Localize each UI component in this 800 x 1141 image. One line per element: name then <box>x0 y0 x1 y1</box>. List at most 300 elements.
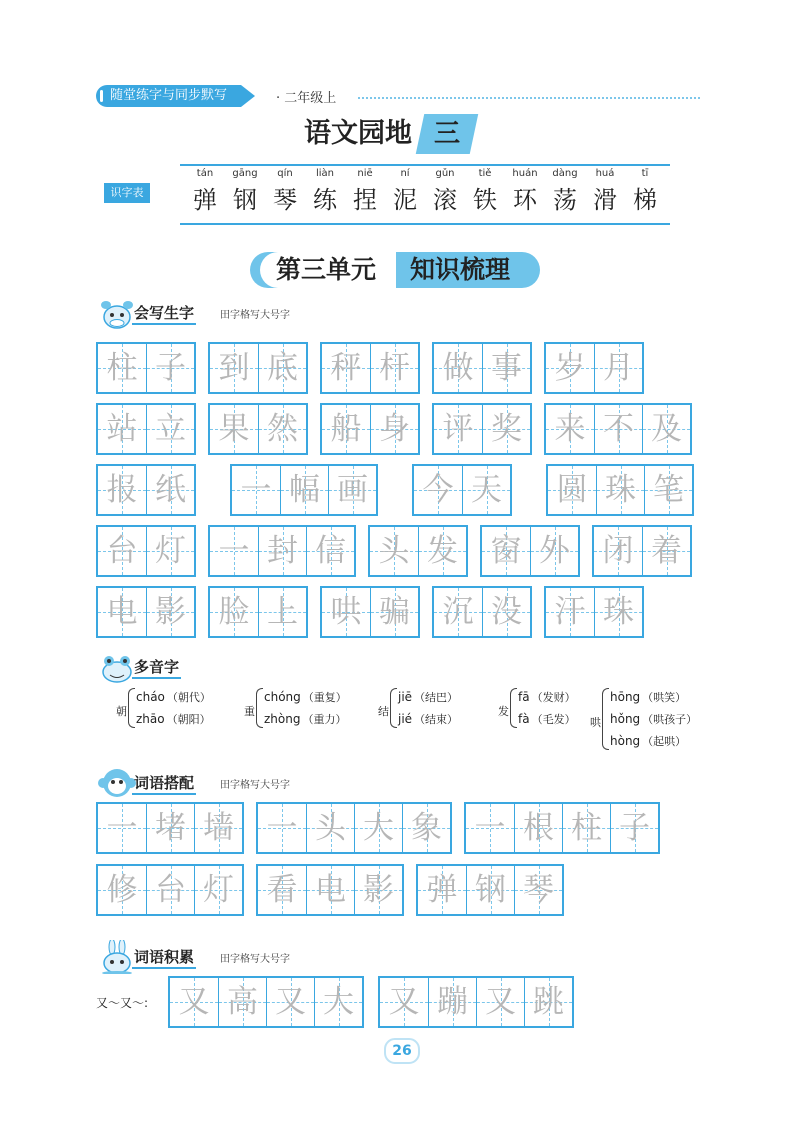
shizi-item <box>348 166 382 218</box>
reading-pinyin: chóng <box>264 690 301 704</box>
section-write-hint: 田字格写大号字 <box>220 310 290 321</box>
monkey-icon <box>98 766 136 800</box>
trace-character: 天 <box>471 472 502 508</box>
tianzi-cell <box>642 527 690 575</box>
tianzi-cell <box>514 866 562 914</box>
trace-character: 高 <box>227 984 258 1020</box>
trace-character: 大 <box>363 810 394 846</box>
tianzi-cell <box>594 405 642 453</box>
grade-label: · 二年级上 <box>276 91 337 106</box>
shizi-character: 弹 <box>193 186 217 214</box>
reading-pinyin: jiē <box>398 690 413 704</box>
trace-character: 月 <box>603 350 634 386</box>
reading-word: （结巴） <box>414 691 459 704</box>
trace-character: 墙 <box>203 810 234 846</box>
trace-character: 奖 <box>491 411 522 447</box>
tianzi-cell <box>466 804 514 852</box>
section-match-label: 词语搭配 <box>134 774 195 792</box>
shizi-pinyin: tiě <box>478 168 492 179</box>
reading-pinyin: hòng <box>610 734 641 748</box>
trace-character: 评 <box>442 411 474 447</box>
tianzi-cell <box>146 466 194 514</box>
tianzi-cell <box>210 344 258 392</box>
trace-character: 杆 <box>379 350 410 386</box>
trace-character: 珠 <box>605 472 636 508</box>
word-group <box>544 403 692 455</box>
trace-character: 沉 <box>442 594 474 630</box>
tianzi-cell <box>418 527 466 575</box>
page-number: 26 <box>384 1038 420 1064</box>
word-group <box>96 525 196 577</box>
tianzi-cell <box>434 405 482 453</box>
tianzi-cell <box>280 466 328 514</box>
tianzi-cell <box>562 804 610 852</box>
word-group <box>432 342 532 394</box>
shizi-pinyin: huá <box>595 168 615 179</box>
reading-word: （朝阳） <box>166 713 211 726</box>
word-group <box>412 464 512 516</box>
trace-character: 跳 <box>533 984 564 1020</box>
tianzi-cell <box>370 588 418 636</box>
tianzi-cell <box>596 466 644 514</box>
shizi-item <box>628 166 662 218</box>
tianzi-cell <box>258 344 306 392</box>
tianzi-cell <box>322 405 370 453</box>
trace-character: 封 <box>267 533 298 569</box>
word-group <box>96 802 244 854</box>
polyphonic-reading <box>518 708 576 730</box>
polyphonic-reading <box>610 730 697 752</box>
reading-pinyin: hǒng <box>610 712 641 726</box>
polyphonic-character: 结 <box>378 705 389 718</box>
shizi-table <box>180 164 670 225</box>
trace-character: 影 <box>155 594 186 630</box>
tianzi-cell <box>370 527 418 575</box>
tianzi-cell <box>414 466 462 514</box>
trace-character: 台 <box>155 872 186 908</box>
tianzi-cell <box>434 588 482 636</box>
trace-character: 纸 <box>155 472 186 508</box>
tianzi-cell <box>466 866 514 914</box>
polyphonic-list <box>116 686 716 756</box>
reading-word: （毛发） <box>531 713 576 726</box>
write-row <box>96 342 644 394</box>
trace-character: 头 <box>315 810 346 846</box>
tianzi-cell <box>146 866 194 914</box>
trace-character: 灯 <box>203 872 234 908</box>
trace-character: 柱 <box>571 810 602 846</box>
tianzi-cell <box>642 405 690 453</box>
trace-character: 骗 <box>379 594 410 630</box>
shizi-character: 滚 <box>433 186 457 214</box>
unit-title-unit: 第三单元 <box>260 252 396 288</box>
trace-character: 修 <box>106 872 138 908</box>
section-polyphonic-label: 多音字 <box>134 658 180 676</box>
trace-character: 站 <box>106 411 138 447</box>
tianzi-cell <box>306 527 354 575</box>
polyphonic-reading <box>264 708 347 730</box>
shizi-character: 梯 <box>633 186 657 214</box>
trace-character: 做 <box>442 350 474 386</box>
shizi-character: 环 <box>513 186 537 214</box>
trace-character: 汗 <box>554 594 586 630</box>
trace-character: 电 <box>106 594 138 630</box>
shizi-pinyin: niē <box>357 168 373 179</box>
polyphonic-character: 发 <box>498 705 509 718</box>
tianzi-cell <box>418 866 466 914</box>
trace-character: 今 <box>422 472 454 508</box>
shizi-pinyin: qín <box>277 168 293 179</box>
trace-character: 窗 <box>490 533 522 569</box>
trace-character: 外 <box>539 533 570 569</box>
reading-word: （重复） <box>302 691 347 704</box>
tianzi-cell <box>524 978 572 1026</box>
section-accum-hint: 田字格写大号字 <box>220 954 290 965</box>
reading-pinyin: cháo <box>136 690 165 704</box>
section-write-label: 会写生字 <box>134 304 195 322</box>
trace-character: 着 <box>651 533 682 569</box>
tianzi-cell <box>482 527 530 575</box>
trace-character: 一 <box>106 810 138 846</box>
reading-pinyin: jié <box>398 712 413 726</box>
reading-word: （哄孩子） <box>642 713 698 726</box>
trace-character: 岁 <box>554 350 586 386</box>
tianzi-cell <box>98 588 146 636</box>
trace-character: 到 <box>218 350 250 386</box>
accum-row <box>168 976 574 1028</box>
tianzi-cell <box>306 866 354 914</box>
shizi-character: 琴 <box>273 186 297 214</box>
trace-character: 报 <box>106 472 138 508</box>
trace-character: 子 <box>155 350 186 386</box>
shizi-item <box>508 166 542 218</box>
tianzi-cell <box>98 527 146 575</box>
brace <box>128 688 135 728</box>
shizi-item <box>428 166 462 218</box>
tianzi-cell <box>370 405 418 453</box>
tianzi-cell <box>482 588 530 636</box>
brace <box>510 688 517 728</box>
tianzi-cell <box>146 588 194 636</box>
word-group <box>368 525 468 577</box>
shizi-pinyin: gāng <box>232 168 258 179</box>
word-group <box>96 864 244 916</box>
trace-character: 哄 <box>330 594 362 630</box>
word-group <box>96 464 196 516</box>
brace <box>390 688 397 728</box>
polyphonic-reading <box>610 686 697 708</box>
trace-character: 象 <box>411 810 442 846</box>
shizi-item <box>468 166 502 218</box>
reading-pinyin: fā <box>518 690 530 704</box>
tianzi-cell <box>434 344 482 392</box>
tianzi-cell <box>98 405 146 453</box>
polyphonic-reading <box>610 708 697 730</box>
tianzi-cell <box>218 978 266 1026</box>
trace-character: 影 <box>363 872 394 908</box>
reading-word: （结束） <box>414 713 459 726</box>
garden-title-main: 语文园地 <box>304 118 412 149</box>
trace-character: 身 <box>379 411 410 447</box>
polyphonic-reading <box>136 708 211 730</box>
trace-character: 一 <box>240 472 272 508</box>
shizi-character: 练 <box>313 186 337 214</box>
trace-character: 脸 <box>218 594 250 630</box>
trace-character: 柱 <box>106 350 138 386</box>
trace-character: 秤 <box>330 350 362 386</box>
tianzi-cell <box>548 466 596 514</box>
trace-character: 及 <box>651 411 682 447</box>
trace-character: 没 <box>491 594 522 630</box>
trace-character: 蹦 <box>437 984 468 1020</box>
word-group <box>544 586 644 638</box>
tianzi-cell <box>146 804 194 852</box>
polyphonic-character: 哄 <box>590 716 601 729</box>
write-row <box>96 525 692 577</box>
shizi-pinyin: tī <box>641 168 649 179</box>
tianzi-cell <box>258 866 306 914</box>
word-group <box>432 586 532 638</box>
shizi-item <box>388 166 422 218</box>
brace <box>602 688 609 750</box>
word-group <box>592 525 692 577</box>
trace-character: 弹 <box>426 872 458 908</box>
trace-character: 不 <box>603 411 634 447</box>
word-group <box>256 864 404 916</box>
tianzi-cell <box>546 405 594 453</box>
trace-character: 根 <box>523 810 554 846</box>
write-row <box>96 586 644 638</box>
trace-character: 又 <box>485 984 516 1020</box>
polyphonic-character: 重 <box>244 705 255 718</box>
word-group <box>432 403 532 455</box>
tianzi-cell <box>266 978 314 1026</box>
write-row <box>96 464 694 516</box>
shizi-character: 滑 <box>593 186 617 214</box>
shizi-item <box>228 166 262 218</box>
trace-character: 信 <box>315 533 346 569</box>
tianzi-cell <box>514 804 562 852</box>
tianzi-cell <box>146 344 194 392</box>
word-group <box>230 464 378 516</box>
tianzi-cell <box>98 804 146 852</box>
trace-character: 又 <box>178 984 210 1020</box>
unit-title-topic: 知识梳理 <box>410 255 511 284</box>
word-group <box>208 586 308 638</box>
match-row <box>96 802 660 854</box>
cow-icon <box>98 296 136 330</box>
reading-word: （朝代） <box>166 691 211 704</box>
word-group <box>320 342 420 394</box>
tianzi-cell <box>210 405 258 453</box>
reading-word: （重力） <box>302 713 347 726</box>
trace-character: 来 <box>554 411 586 447</box>
word-group <box>208 525 356 577</box>
trace-character: 钢 <box>475 872 506 908</box>
section-match-hint: 田字格写大号字 <box>220 780 290 791</box>
tianzi-cell <box>402 804 450 852</box>
word-group <box>208 342 308 394</box>
tianzi-cell <box>98 466 146 514</box>
shizi-pinyin: gǔn <box>435 168 455 179</box>
tianzi-cell <box>462 466 510 514</box>
tianzi-cell <box>482 344 530 392</box>
trace-character: 头 <box>378 533 410 569</box>
tianzi-cell <box>98 866 146 914</box>
shizi-character: 泥 <box>393 186 417 214</box>
shizi-pinyin: tán <box>196 168 214 179</box>
tianzi-cell <box>328 466 376 514</box>
tianzi-cell <box>594 344 642 392</box>
shizi-item <box>268 166 302 218</box>
word-group <box>96 342 196 394</box>
tianzi-cell <box>146 405 194 453</box>
tianzi-cell <box>314 978 362 1026</box>
tianzi-cell <box>482 405 530 453</box>
rabbit-icon <box>98 940 136 974</box>
trace-character: 一 <box>266 810 298 846</box>
series-title: 随堂练字与同步默写 <box>96 85 241 107</box>
word-group <box>256 802 452 854</box>
trace-character: 珠 <box>603 594 634 630</box>
tianzi-cell <box>232 466 280 514</box>
trace-character: 又 <box>388 984 420 1020</box>
reading-pinyin: zhāo <box>136 712 165 726</box>
tianzi-cell <box>306 804 354 852</box>
trace-character: 一 <box>218 533 250 569</box>
word-group <box>416 864 564 916</box>
word-group <box>168 976 364 1028</box>
word-group <box>208 403 308 455</box>
tianzi-cell <box>146 527 194 575</box>
trace-character: 然 <box>267 411 298 447</box>
word-group <box>320 403 420 455</box>
tianzi-cell <box>210 588 258 636</box>
shizi-item <box>548 166 582 218</box>
polyphonic-reading <box>518 686 576 708</box>
trace-character: 灯 <box>155 533 186 569</box>
reading-word: （发财） <box>531 691 576 704</box>
tianzi-cell <box>258 527 306 575</box>
tianzi-cell <box>530 527 578 575</box>
trace-character: 又 <box>275 984 306 1020</box>
shizi-pinyin: ní <box>400 168 410 179</box>
trace-character: 底 <box>267 350 298 386</box>
polyphonic-character: 朝 <box>116 705 127 718</box>
tianzi-cell <box>210 527 258 575</box>
tianzi-cell <box>644 466 692 514</box>
shizi-item <box>588 166 622 218</box>
tianzi-cell <box>194 804 242 852</box>
tianzi-cell <box>194 866 242 914</box>
tianzi-cell <box>354 866 402 914</box>
tianzi-cell <box>170 978 218 1026</box>
polyphonic-reading <box>264 686 347 708</box>
accum-pattern: 又～又～: <box>96 996 149 1010</box>
brace <box>256 688 263 728</box>
word-group <box>480 525 580 577</box>
word-group <box>544 342 644 394</box>
trace-character: 大 <box>323 984 354 1020</box>
trace-character: 幅 <box>289 472 320 508</box>
shizi-pinyin: liàn <box>315 168 335 179</box>
tianzi-cell <box>322 588 370 636</box>
header-divider <box>358 97 700 99</box>
tianzi-cell <box>610 804 658 852</box>
word-group <box>546 464 694 516</box>
tianzi-cell <box>546 588 594 636</box>
trace-character: 子 <box>619 810 650 846</box>
tianzi-cell <box>98 344 146 392</box>
match-row <box>96 864 564 916</box>
section-accum-label: 词语积累 <box>134 948 195 966</box>
shizi-item <box>188 166 222 218</box>
tianzi-cell <box>370 344 418 392</box>
trace-character: 台 <box>106 533 138 569</box>
tianzi-cell <box>476 978 524 1026</box>
shizi-item <box>308 166 342 218</box>
trace-character: 事 <box>491 350 522 386</box>
frog-icon <box>98 650 136 684</box>
word-group <box>320 586 420 638</box>
tianzi-cell <box>594 527 642 575</box>
shizi-character: 捏 <box>353 186 377 214</box>
trace-character: 琴 <box>523 872 554 908</box>
tianzi-cell <box>428 978 476 1026</box>
trace-character: 一 <box>474 810 506 846</box>
reading-pinyin: hōng <box>610 690 641 704</box>
shizi-pinyin: huán <box>512 168 538 179</box>
tianzi-cell <box>258 405 306 453</box>
trace-character: 闭 <box>602 533 634 569</box>
trace-character: 船 <box>330 411 362 447</box>
tianzi-cell <box>380 978 428 1026</box>
polyphonic-reading <box>398 708 458 730</box>
tianzi-cell <box>258 588 306 636</box>
tianzi-cell <box>546 344 594 392</box>
trace-character: 电 <box>315 872 346 908</box>
word-group <box>96 586 196 638</box>
trace-character: 圆 <box>556 472 588 508</box>
trace-character: 看 <box>266 872 298 908</box>
trace-character: 堵 <box>155 810 186 846</box>
trace-character: 发 <box>427 533 458 569</box>
trace-character: 果 <box>218 411 250 447</box>
shizi-character: 铁 <box>473 186 497 214</box>
shizi-label: 识字表 <box>104 183 150 203</box>
trace-character: 上 <box>267 594 298 630</box>
trace-character: 笔 <box>653 472 684 508</box>
tianzi-cell <box>354 804 402 852</box>
tianzi-cell <box>322 344 370 392</box>
write-row <box>96 403 692 455</box>
reading-pinyin: fà <box>518 712 530 726</box>
tianzi-cell <box>594 588 642 636</box>
tianzi-cell <box>258 804 306 852</box>
shizi-character: 荡 <box>553 186 577 214</box>
trace-character: 立 <box>155 411 186 447</box>
page-header <box>96 85 700 109</box>
garden-title-number: 三 <box>416 114 479 154</box>
reading-word: （起哄） <box>642 735 687 748</box>
shizi-pinyin: dàng <box>552 168 578 179</box>
unit-title <box>250 252 540 290</box>
word-group <box>96 403 196 455</box>
shizi-character: 钢 <box>233 186 257 214</box>
garden-title <box>304 112 474 156</box>
polyphonic-reading <box>398 686 458 708</box>
polyphonic-reading <box>136 686 211 708</box>
